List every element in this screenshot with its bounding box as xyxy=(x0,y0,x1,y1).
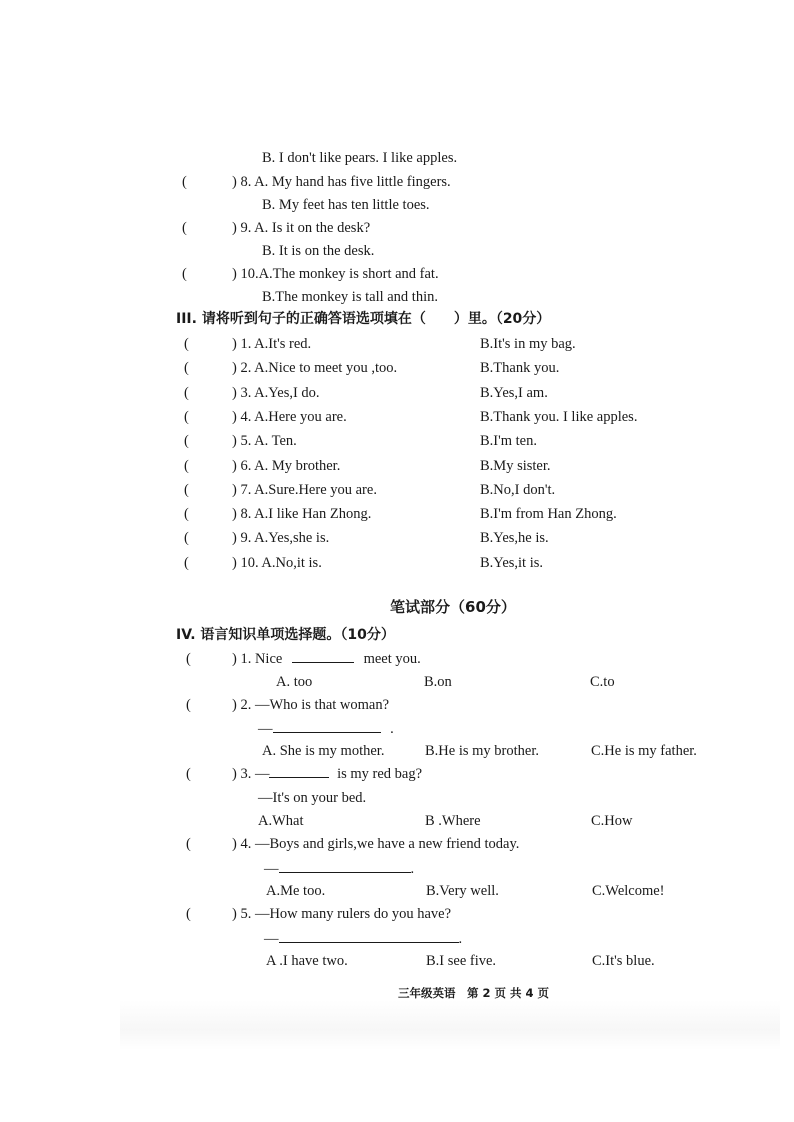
q3-option-c: C.How xyxy=(591,813,633,829)
q1-stem-after: meet you. xyxy=(363,651,421,667)
section3-option-a: ) 1. A.It's red. xyxy=(232,336,312,352)
q3-option-b: B .Where xyxy=(425,813,481,829)
q5-blank[interactable] xyxy=(279,930,459,943)
scan-artifact xyxy=(120,1000,780,1050)
section3-option-b: B.Thank you. xyxy=(480,360,560,376)
section3-option-a: ) 10. A.No,it is. xyxy=(232,555,322,571)
section3-option-a: ) 3. A.Yes,I do. xyxy=(232,385,320,401)
q8-option-a: ) 8. A. My hand has five little fingers. xyxy=(232,174,451,190)
answer-paren[interactable]: ( xyxy=(186,836,191,852)
section3-option-a: ) 5. A. Ten. xyxy=(232,433,297,449)
q2-blank[interactable] xyxy=(273,720,381,733)
section3-option-b: B.It's in my bag. xyxy=(480,336,576,352)
answer-paren[interactable]: ( xyxy=(184,360,189,376)
section3-option-a: ) 8. A.I like Han Zhong. xyxy=(232,506,372,522)
q5-answer-line xyxy=(264,930,462,948)
q3-stem xyxy=(232,765,422,783)
q2-dash: — xyxy=(258,721,273,737)
answer-paren[interactable]: ( xyxy=(184,555,189,571)
page-footer: 三年级英语 第 2 页 共 4 页 xyxy=(398,986,550,1000)
answer-paren[interactable]: ( xyxy=(184,409,189,425)
q5-stem: ) 5. —How many rulers do you have? xyxy=(232,906,452,922)
q1-number: ) 1. Nice xyxy=(232,651,283,667)
q4-period: . xyxy=(410,861,415,877)
section3-option-a: ) 2. A.Nice to meet you ,too. xyxy=(232,360,398,376)
q5-dash: — xyxy=(264,931,279,947)
q10-option-b: B.The monkey is tall and thin. xyxy=(262,289,438,305)
section3-option-a: ) 6. A. My brother. xyxy=(232,458,341,474)
q3-stem-after: is my red bag? xyxy=(337,766,423,782)
q2-option-c: C.He is my father. xyxy=(591,743,697,759)
q5-option-b: B.I see five. xyxy=(426,953,497,969)
answer-paren[interactable]: ( xyxy=(186,651,191,667)
q8-option-b: B. My feet has ten little toes. xyxy=(262,197,430,213)
q2-answer-line xyxy=(258,720,394,738)
q3-option-a: A.What xyxy=(258,813,304,829)
q2-option-a: A. She is my mother. xyxy=(262,743,385,759)
q7-option-b: B. I don't like pears. I like apples. xyxy=(262,150,458,166)
q1-stem xyxy=(232,650,421,668)
q1-option-a: A. too xyxy=(276,674,313,690)
section3-option-b: B.My sister. xyxy=(480,458,551,474)
q4-option-a: A.Me too. xyxy=(266,883,326,899)
section3-option-b: B.No,I don't. xyxy=(480,482,556,498)
section-3-heading: III. 请将听到句子的正确答语选项填在（ ）里。（20分） xyxy=(176,311,551,327)
q3-reply: —It's on your bed. xyxy=(258,790,367,806)
section3-option-a: ) 7. A.Sure.Here you are. xyxy=(232,482,377,498)
q4-option-b: B.Very well. xyxy=(426,883,499,899)
answer-paren[interactable]: ( xyxy=(184,336,189,352)
answer-paren[interactable]: ( xyxy=(182,174,187,190)
q1-option-c: C.to xyxy=(590,674,615,690)
q4-option-c: C.Welcome! xyxy=(592,883,665,899)
q3-blank[interactable] xyxy=(269,765,329,778)
answer-paren[interactable]: ( xyxy=(182,220,187,236)
q2-stem: ) 2. —Who is that woman? xyxy=(232,697,390,713)
answer-paren[interactable]: ( xyxy=(184,385,189,401)
section3-option-b: B.Yes,he is. xyxy=(480,530,549,546)
q4-blank[interactable] xyxy=(279,860,411,873)
section3-option-b: B.Thank you. I like apples. xyxy=(480,409,638,425)
section3-option-a: ) 4. A.Here you are. xyxy=(232,409,347,425)
q1-option-b: B.on xyxy=(424,674,452,690)
q4-answer-line xyxy=(264,860,414,878)
q2-period: . xyxy=(390,721,394,737)
answer-paren[interactable]: ( xyxy=(182,266,187,282)
section3-option-b: B.I'm from Han Zhong. xyxy=(480,506,617,522)
section3-option-a: ) 9. A.Yes,she is. xyxy=(232,530,330,546)
q2-option-b: B.He is my brother. xyxy=(425,743,539,759)
q9-option-b: B. It is on the desk. xyxy=(262,243,375,259)
q3-number: ) 3. — xyxy=(232,766,270,782)
q5-period: . xyxy=(458,931,463,947)
q4-stem: ) 4. —Boys and girls,we have a new friend today. xyxy=(232,836,520,852)
q5-option-c: C.It's blue. xyxy=(592,953,655,969)
section3-option-b: B.I'm ten. xyxy=(480,433,537,449)
answer-paren[interactable]: ( xyxy=(186,766,191,782)
q9-option-a: ) 9. A. Is it on the desk? xyxy=(232,220,371,236)
q10-option-a: ) 10.A.The monkey is short and fat. xyxy=(232,266,439,282)
q4-dash: — xyxy=(264,861,279,877)
answer-paren[interactable]: ( xyxy=(184,458,189,474)
answer-paren[interactable]: ( xyxy=(184,482,189,498)
section3-option-b: B.Yes,I am. xyxy=(480,385,548,401)
q1-blank[interactable] xyxy=(292,650,354,663)
q5-option-a: A .I have two. xyxy=(266,953,348,969)
answer-paren[interactable]: ( xyxy=(184,506,189,522)
written-part-title: 笔试部分（60分） xyxy=(390,598,516,616)
answer-paren[interactable]: ( xyxy=(186,697,191,713)
answer-paren[interactable]: ( xyxy=(186,906,191,922)
section3-option-b: B.Yes,it is. xyxy=(480,555,543,571)
answer-paren[interactable]: ( xyxy=(184,530,189,546)
answer-paren[interactable]: ( xyxy=(184,433,189,449)
section-4-heading: IV. 语言知识单项选择题。（10分） xyxy=(176,627,395,643)
